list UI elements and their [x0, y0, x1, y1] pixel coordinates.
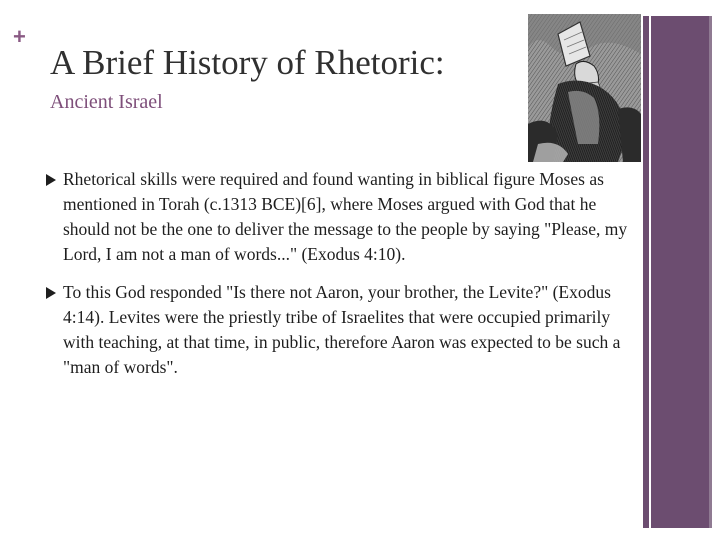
accent-bar-wide	[651, 16, 709, 528]
moses-engraving-image	[528, 14, 641, 162]
bullet-arrow-icon	[46, 174, 56, 186]
slide-title: A Brief History of Rhetoric:	[50, 43, 445, 82]
engraving-moses-tablets-icon	[528, 14, 641, 162]
bullet-item	[44, 280, 644, 380]
plus-icon: +	[13, 24, 26, 49]
bullet-item	[44, 167, 644, 267]
slide-subtitle: Ancient Israel	[50, 91, 163, 113]
bullet-text: To this God responded "Is there not Aaron, your brother, the Levite?" (Exodus 4:14). Levites were the priestly tribe of Israelites that were occupied primarily with teaching, at that time, in public, therefore Aaron was expected to be such a "man of words".	[63, 282, 621, 377]
bullet-list	[44, 167, 644, 393]
accent-bar-edge	[709, 16, 712, 528]
bullet-arrow-icon	[46, 287, 56, 299]
bullet-text: Rhetorical skills were required and found wanting in biblical figure Moses as mentioned in Torah (c.1313 BCE)[6], where Moses argued with God that he should not be the one to deliver the message to the people by saying "Please, my Lord, I am not a man of words..." (Exodus 4:10).	[63, 169, 628, 264]
